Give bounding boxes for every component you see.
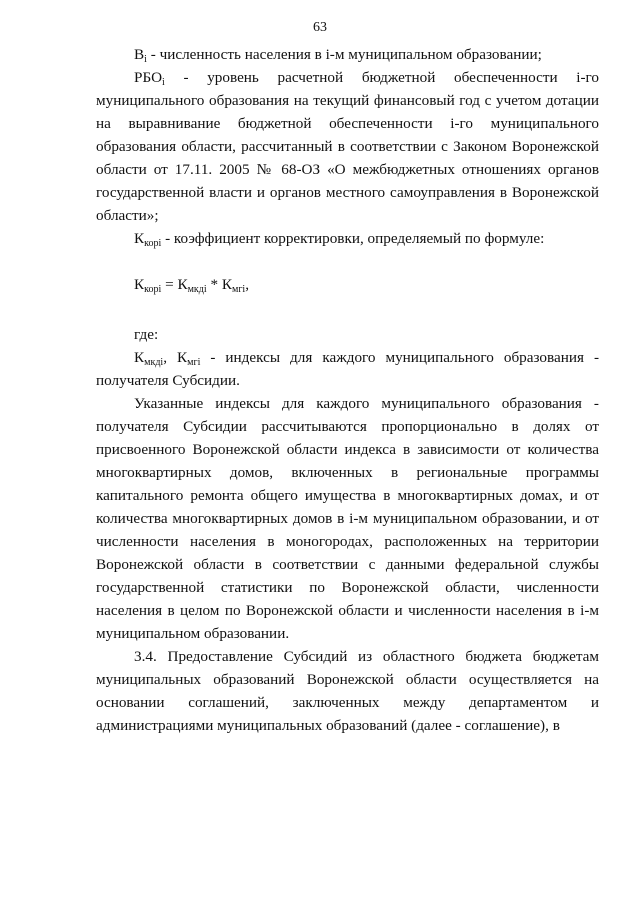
symbol-k-mg-subscript: мгi: [187, 357, 201, 368]
bi-definition-text: - численность населения в i-м муниципальном образовании;: [146, 46, 542, 63]
symbol-bi-subscript: i: [144, 54, 147, 65]
symbol-k-mkd-subscript: мкдi: [144, 357, 164, 368]
formula-k-mg: К: [221, 276, 232, 293]
symbol-kkor-subscript: корi: [144, 238, 162, 249]
symbol-k-mkd: К: [134, 349, 145, 366]
rbo-definition-text: - уровень расчетной бюджетной обеспеченности i-го муниципального образования на текущий финансовый год с учетом дотации на выравнивание бюджетной обеспеченности i-го муниципального образования области, рассчитанный в соответствии с Законом Воронежской области от 17.11. 2005 № 68-ОЗ «О межбюджетных отношениях органов государственной власти и органов местного самоуправления в Воронежской области»;: [96, 69, 599, 224]
formula-k-mkd-subscript: мкдi: [187, 284, 207, 295]
page-number: 63: [313, 20, 327, 35]
symbol-k-mg: К: [177, 349, 188, 366]
paragraph-where: где:: [134, 326, 159, 343]
formula-k-kor-subscript: корi: [144, 284, 162, 295]
page-body: [96, 43, 599, 737]
symbol-rbo-subscript: i: [162, 77, 165, 88]
paragraph-bi-definition: [96, 43, 599, 66]
symbol-rbo: РБО: [134, 69, 163, 86]
formula-k-mkd: К: [177, 276, 188, 293]
formula-k-kor: К: [134, 276, 145, 293]
kkor-definition-text: - коэффициент корректировки, определяемый по формуле:: [161, 230, 545, 247]
formula-equals: =: [161, 276, 178, 293]
paragraph-rbo-definition: [96, 66, 599, 227]
spacer: [96, 296, 599, 323]
paragraph-indexes-definition: [96, 346, 599, 392]
symbol-separator: ,: [163, 349, 177, 366]
spacer: [96, 250, 599, 273]
indexes-definition-text: - индексы для каждого муниципального образования - получателя Субсидии.: [96, 349, 600, 389]
symbol-bi: B: [134, 46, 145, 63]
formula-comma: ,: [245, 276, 249, 293]
paragraph-indexes-explanation: Указанные индексы для каждого муниципального образования - получателя Субсидии рассчитываются пропорционально в долях от присвоенного Воронежской области индекса в зависимости от количества многоквартирных домов, включенных в региональные программы капитального ремонта общего имущества в многоквартирных домах, и от количества многоквартирных домов в i-м муниципальном образовании, и от численности населения в моногородах, расположенных на территории Воронежской области в соответствии с данными федеральной службы государственной статистики по Воронежской области, численности населения в целом по Воронежской области и численности населения в i-м муниципальном образовании.: [96, 395, 599, 642]
paragraph-section-3-4: 3.4. Предоставление Субсидий из областного бюджета бюджетам муниципальных образований Воронежской области осуществляется на основании соглашений, заключенных между департаментом и администрациями муниципальных образований (далее - соглашение), в: [96, 648, 599, 734]
symbol-kkor: К: [134, 230, 145, 247]
formula-multiply: *: [206, 276, 222, 293]
formula: [96, 273, 599, 296]
paragraph-kkor-definition: [96, 227, 599, 250]
formula-k-mg-subscript: мгi: [231, 284, 246, 295]
